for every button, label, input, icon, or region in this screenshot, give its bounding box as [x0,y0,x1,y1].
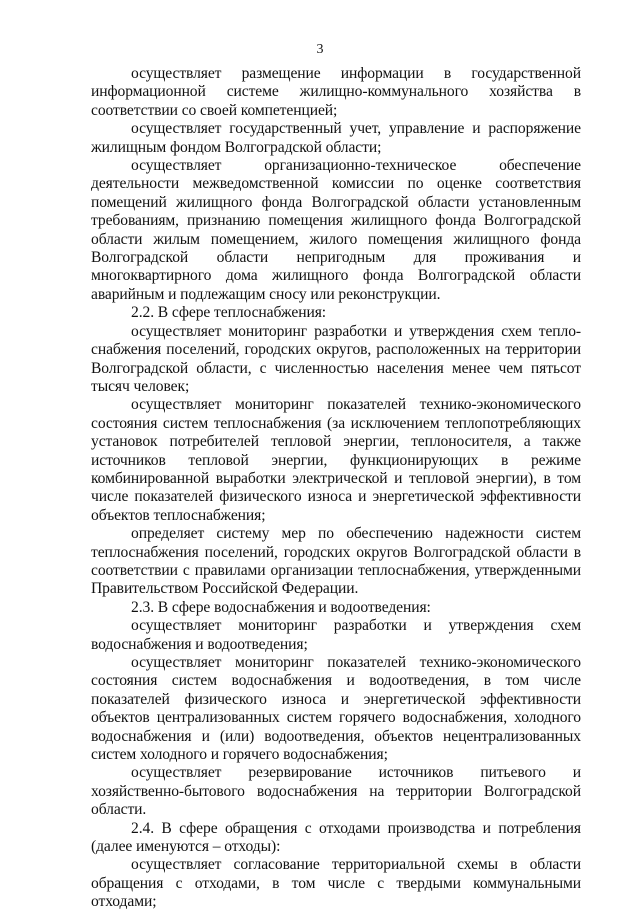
section-heading-heat-supply: 2.2. В сфере теплоснабжения: [131,304,327,322]
paragraph-water-source-reservation: осуществляет резервирование источников питьевого и хозяйственно-бытового водоснабжения на территории Волгоградской области. [91,764,581,819]
paragraph-water-supply-monitoring: осуществляет мониторинг показателей технико-экономического состояния систем водоснабжения и водоотведения, в том числе показателей физического износа и энергетической эффективности объектов централизованных систем горячего водоснабжения, холодного водоснабжения и (или) водоотведения, объектов нецентрализованных систем холодного и горячего водоснабжения; [91,654,581,764]
section-heading-waste-management: 2.4. В сфере обращения с отходами производства и потребления (далее именуются – отходы): [91,819,581,856]
paragraph-interdepartmental-commission: осуществляет организационно-техническое обеспечение деятельности межведомственной комиссии по оценке соответствия помещений жилищного фонда Волгоградской области установленным требованиям, признанию помещения жилищного фонда Волгоградской области жилым помещением, жилого помещения жилищного фонда Волгоградской области непригодным для проживания и многоквартирного дома жилищного фонда Волгоградской области аварийным и подлежащим сносу или реконструкции. [91,157,581,303]
document-body [91,65,581,912]
paragraph-housing-info-system: осуществляет размещение информации в государственной информационной системе жилищно-коммунального хозяйства в соответствии со своей компетенцией; [91,65,581,119]
section-heading-water-supply: 2.3. В сфере водоснабжения и водоотведения: [131,598,431,616]
paragraph-heat-supply-monitoring: осуществляет мониторинг показателей технико-экономического состояния систем теплоснабжения (за исключением теплопотребляющих установок потребителей тепловой энергии, теплоносителя, а также источников тепловой энергии, функционирующих в режиме комбинированной выработки электрической и тепловой энергии), в том числе показателей физического износа и энергетической эффективности объектов теплоснабжения; [91,396,581,524]
paragraph-housing-fund-accounting: осуществляет государственный учет, управление и распоряжение жилищным фондом Волгоградской области; [91,120,581,156]
paragraph-heat-supply-schemes: осуществляет мониторинг разработки и утверждения схем тепло-снабжения поселений, городских округов, расположенных на территории Волгоградской области, с численностью населения менее чем пятьсот тысяч человек; [91,322,581,395]
paragraph-water-supply-schemes: осуществляет мониторинг разработки и утверждения схем водоснабжения и водоотведения; [91,617,581,653]
paragraph-heat-supply-reliability: определяет систему мер по обеспечению надежности систем теплоснабжения поселений, городских округов Волгоградской области в соответствии с правилами организации теплоснабжения, утвержденными Правительством Российской Федерации. [91,525,581,598]
page-number: 3 [316,42,324,57]
paragraph-waste-territorial-scheme: осуществляет согласование территориальной схемы в области обращения с отходами, в том числе с твердыми коммунальными отходами; [91,856,581,911]
